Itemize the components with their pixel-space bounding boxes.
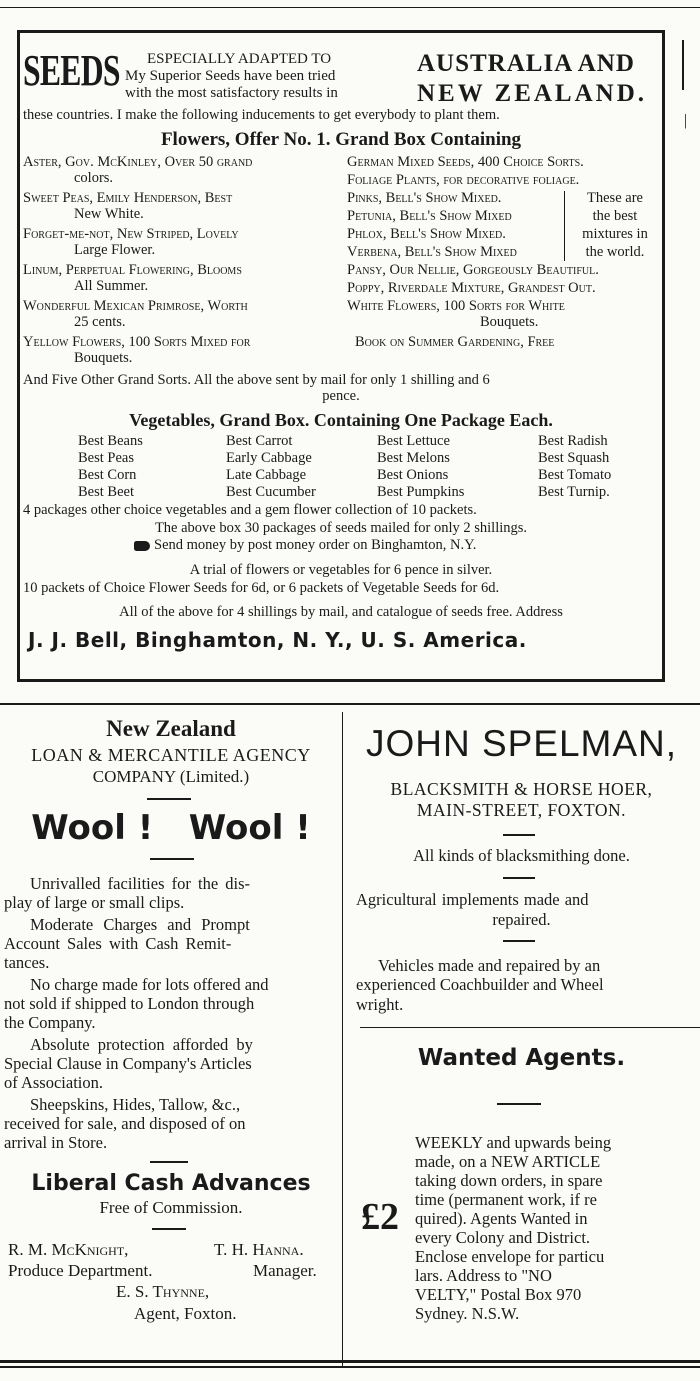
agents-line-6: Enclose envelope for particu: [415, 1247, 605, 1266]
veg-item: Best Squash: [538, 450, 610, 466]
section-divider: [0, 703, 700, 705]
margin-mark: |: [684, 112, 688, 129]
spelman-line3a: Vehicles made and repaired by an: [378, 956, 601, 975]
nz-para4-line1: Absolute protection afforded by: [30, 1035, 253, 1054]
right-column-edge: [682, 40, 684, 90]
agents-line-4: quired). Agents Wanted in: [415, 1209, 588, 1228]
right-column-divider: [360, 1027, 700, 1028]
spelman-trade: BLACKSMITH & HORSE HOER,: [390, 779, 653, 799]
flower-left-2b: New White.: [74, 206, 144, 222]
bottom-rule-2: [0, 1366, 700, 1368]
flower-left-3b: Large Flower.: [74, 242, 156, 258]
nz-agent-place: Agent, Foxton.: [134, 1304, 237, 1323]
flower-left-3a: Forget-me-not, New Striped, Lovely: [23, 226, 239, 242]
veg-item: Best Onions: [377, 467, 449, 483]
veg-item: Best Peas: [78, 450, 134, 466]
flower-right-1: German Mixed Seeds, 400 Choice Sorts.: [347, 154, 584, 170]
seeds-region-line1: AUSTRALIA AND: [417, 50, 635, 77]
nz-rule-3: [150, 1161, 188, 1163]
nz-sig-left2: Produce Department.: [8, 1261, 153, 1280]
seeds-advertisement: [17, 30, 665, 682]
nz-sig-left1: R. M. McKnight,: [8, 1240, 129, 1259]
agents-rule: [497, 1103, 541, 1105]
veg-item: Best Melons: [377, 450, 450, 466]
veg-item: Early Cabbage: [226, 450, 312, 466]
flower-right-6: Verbena, Bell's Show Mixed: [347, 244, 517, 260]
money-line: [134, 538, 476, 553]
spelman-line2b: repaired.: [492, 910, 551, 929]
nz-commission: Free of Commission.: [99, 1198, 243, 1217]
flower-left-6a: Yellow Flowers, 100 Sorts Mixed for: [23, 334, 251, 350]
nz-rule-4: [152, 1228, 186, 1230]
spelman-line3b: experienced Coachbuilder and Wheel: [356, 975, 604, 994]
veg-item: Best Lettuce: [377, 433, 450, 449]
five-other-line1: And Five Other Grand Sorts. All the above sent by mail for only 1 shilling and 6: [23, 372, 490, 388]
flower-right-2: Foliage Plants, for decorative foliage.: [347, 172, 580, 188]
spelman-rule-3: [503, 940, 535, 942]
agents-price: £2: [361, 1196, 399, 1238]
all-line: All of the above for 4 shillings by mail, and catalogue of seeds free. Address: [119, 604, 563, 620]
spelman-name: JOHN SPELMAN,: [365, 723, 678, 764]
veg-item: Best Turnip.: [538, 484, 610, 500]
agents-line-2: taking down orders, in spare: [415, 1171, 603, 1190]
agents-line-1: made, on a NEW ARTICLE: [415, 1152, 601, 1171]
flower-right-11: Book on Summer Gardening, Free: [355, 334, 555, 350]
nz-para1-line1: Unrivalled facilities for the dis-: [30, 874, 251, 893]
flower-right-5: Phlox, Bell's Show Mixed.: [347, 226, 506, 242]
nz-rule-2: [150, 858, 194, 860]
flower-left-6b: Bouquets.: [74, 350, 133, 366]
nz-subtitle1: LOAN & MERCANTILE AGENCY: [31, 745, 311, 765]
flower-right-9: White Flowers, 100 Sorts for White: [347, 298, 565, 314]
seeds-intro-line1: ESPECIALLY ADAPTED TO: [147, 51, 332, 67]
flower-right-8: Poppy, Riverdale Mixture, Grandest Out.: [347, 280, 596, 296]
nz-para5-line1: Sheepskins, Hides, Tallow, &c.,: [30, 1095, 241, 1114]
nz-para5-line3: arrival in Store.: [4, 1133, 108, 1152]
money-line-text: Send money by post money order on Binghamton, N.Y.: [154, 537, 477, 553]
flower-left-4a: Linum, Perpetual Flowering, Blooms: [23, 262, 242, 278]
seeds-address: J. J. Bell, Binghamton, N. Y., U. S. America.: [28, 628, 527, 652]
flower-left-2a: Sweet Peas, Emily Henderson, Best: [23, 190, 233, 206]
bracket-note-1: These are: [587, 190, 643, 206]
nz-title: New Zealand: [106, 716, 236, 741]
nz-agent-name: E. S. Thynne,: [116, 1282, 210, 1301]
veg-item: Best Corn: [78, 467, 137, 483]
flower-left-1a: Aster, Gov. McKinley, Over 50 grand: [23, 154, 253, 170]
spelman-line3c: wright.: [356, 995, 404, 1014]
veg-item: Best Tomato: [538, 467, 612, 483]
bottom-rule-1: [0, 1360, 700, 1363]
veg-item: Best Cucumber: [226, 484, 316, 500]
nz-sig-right2: Manager.: [253, 1261, 317, 1280]
flower-right-4: Petunia, Bell's Show Mixed: [347, 208, 512, 224]
five-other-line2: pence.: [322, 388, 360, 404]
spelman-line2a: Agricultural implements made and: [356, 890, 589, 909]
agents-line-7: lars. Address to "NO: [415, 1266, 552, 1285]
packets-line: 10 packets of Choice Flower Seeds for 6d, or 6 packets of Vegetable Seeds for 6d.: [23, 580, 500, 596]
agents-closing: Sydney. N.S.W.: [415, 1304, 520, 1323]
trial-line: A trial of flowers or vegetables for 6 pence in silver.: [189, 562, 493, 578]
veg-item: Best Beans: [78, 433, 143, 449]
bracket-note-3: mixtures in: [582, 226, 648, 242]
veg-item: Best Beet: [78, 484, 134, 500]
seeds-intro-line3: with the most satisfactory results in: [125, 85, 338, 101]
agents-line-3: time (permanent work, if re: [415, 1190, 597, 1209]
top-rule: [0, 7, 700, 8]
nz-para3-line2: not sold if shipped to London through: [4, 994, 255, 1013]
nz-para3-line1: No charge made for lots offered and: [30, 975, 269, 994]
veg-line2: The above box 30 packages of seeds mailed for only 2 shillings.: [154, 520, 528, 536]
bracket-note-4: the world.: [585, 244, 645, 260]
nz-para3-line3: the Company.: [4, 1013, 96, 1032]
flower-right-7: Pansy, Our Nellie, Gorgeously Beautiful.: [347, 262, 599, 278]
nz-rule-1: [147, 798, 191, 800]
pointing-hand-icon: [134, 541, 150, 551]
agents-line-5: every Colony and District.: [415, 1228, 591, 1247]
agents-line-8: VELTY," Postal Box 970: [415, 1285, 582, 1304]
flower-left-5b: 25 cents.: [74, 314, 126, 330]
nz-sig-right1: T. H. Hanna.: [214, 1240, 304, 1259]
flower-right-3: Pinks, Bell's Show Mixed.: [347, 190, 502, 206]
veg-line1: 4 packages other choice vegetables and a gem flower collection of 10 packets.: [23, 502, 477, 518]
nz-para4-line3: of Association.: [4, 1073, 103, 1092]
spelman-rule-2: [503, 877, 535, 879]
nz-subtitle2: COMPANY (Limited.): [92, 767, 250, 786]
nz-advances: Liberal Cash Advances: [31, 1171, 311, 1196]
nz-para1-line2: play of large or small clips.: [4, 893, 185, 912]
nz-para2-line1: Moderate Charges and Prompt: [30, 915, 250, 934]
nz-para5-line2: received for sale, and disposed of on: [4, 1114, 246, 1133]
veg-item: Best Radish: [538, 433, 608, 449]
spelman-street: MAIN-STREET, FOXTON.: [416, 800, 627, 820]
agents-heading: Wanted Agents.: [417, 1045, 626, 1071]
nz-para2-line3: tances.: [4, 953, 50, 972]
seeds-intro-line4: these countries. I make the following inducements to get everybody to plant them.: [23, 107, 500, 123]
flower-left-1b: colors.: [74, 170, 114, 186]
seeds-big-word: SEEDS: [23, 46, 120, 95]
veg-heading: Vegetables, Grand Box. Containing One Package Each.: [129, 410, 553, 430]
flower-left-4b: All Summer.: [74, 278, 149, 294]
bracket-note-2: the best: [592, 208, 638, 224]
nz-para2-line2: Account Sales with Cash Remit-: [4, 934, 232, 953]
veg-item: Late Cabbage: [226, 467, 307, 483]
seeds-offer-heading: Flowers, Offer No. 1. Grand Box Containing: [160, 129, 522, 150]
seeds-intro-line2: My Superior Seeds have been tried: [125, 68, 336, 84]
nz-para4-line2: Special Clause in Company's Articles: [4, 1054, 252, 1073]
agents-intro1: WEEKLY and upwards being: [415, 1133, 612, 1152]
nz-headline: Wool ! Wool !: [31, 808, 311, 848]
spelman-rule-1: [503, 834, 535, 836]
flower-right-10: Bouquets.: [480, 314, 539, 330]
veg-item: Best Carrot: [226, 433, 293, 449]
spelman-line1: All kinds of blacksmithing done.: [413, 846, 630, 865]
veg-item: Best Pumpkins: [377, 484, 465, 500]
flower-left-5a: Wonderful Mexican Primrose, Worth: [23, 298, 248, 314]
seeds-region-line2: NEW ZEALAND.: [417, 80, 648, 107]
bracket-line: [564, 191, 565, 261]
